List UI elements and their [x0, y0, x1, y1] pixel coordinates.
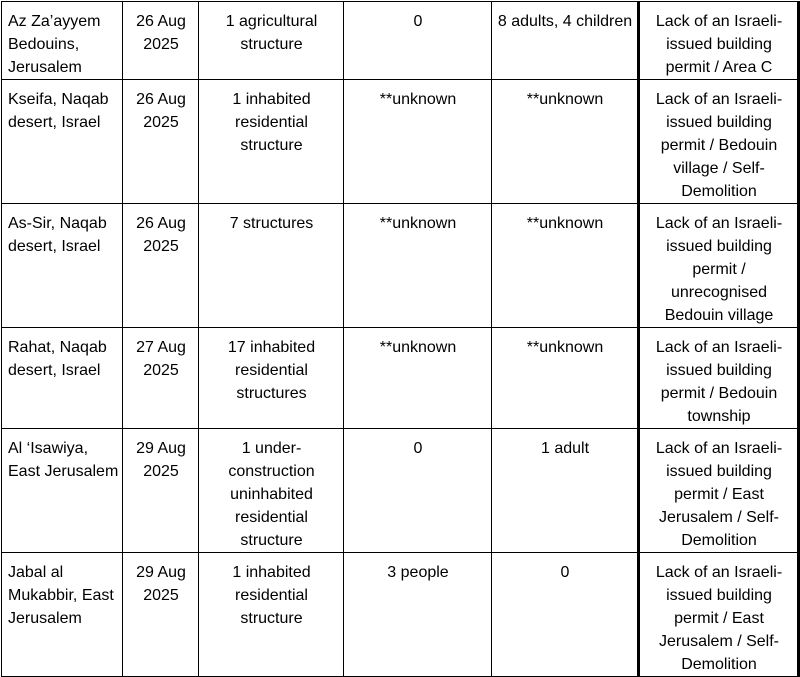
displaced-text: **unknown: [379, 339, 457, 356]
location-cell: [2, 429, 123, 553]
displaced-text: **unknown: [379, 215, 457, 232]
structures-text: 1 agricultural structure: [225, 13, 318, 53]
reason-cell: [639, 429, 799, 553]
location-text: Az Za’ayyem Bedouins, Jerusalem: [8, 13, 101, 76]
structures-text: 7 structures: [229, 215, 314, 232]
date-cell: [123, 429, 199, 553]
location-cell: [2, 204, 123, 328]
date-cell: [123, 2, 199, 80]
reason-text: Lack of an Israeli-issued building permit / unrecognised Bedouin village: [655, 215, 783, 324]
date-text: 26 Aug 2025: [136, 13, 186, 53]
reason-text: Lack of an Israeli-issued building permit / Area C: [655, 13, 783, 76]
structures-cell: [199, 328, 344, 429]
affected-cell: [492, 204, 639, 328]
date-cell: [123, 204, 199, 328]
location-text: Kseifa, Naqab desert, Israel: [8, 91, 109, 131]
structures-text: 1 inhabited residential structure: [232, 91, 311, 154]
displaced-cell: [344, 429, 492, 553]
date-text: 29 Aug 2025: [136, 564, 186, 604]
displaced-text: 3 people: [387, 564, 449, 581]
displaced-cell: [344, 328, 492, 429]
date-text: 27 Aug 2025: [136, 339, 186, 379]
table-row: [2, 429, 799, 553]
structures-text: 17 inhabited residential structures: [227, 339, 316, 402]
affected-cell: [492, 2, 639, 80]
structures-cell: [199, 553, 344, 677]
location-text: Jabal al Mukabbir, East Jerusalem: [8, 564, 114, 627]
structures-cell: [199, 429, 344, 553]
affected-cell: [492, 80, 639, 204]
date-text: 29 Aug 2025: [136, 440, 186, 480]
date-cell: [123, 553, 199, 677]
affected-cell: [492, 328, 639, 429]
structures-cell: [199, 2, 344, 80]
location-cell: [2, 328, 123, 429]
reason-cell: [639, 204, 799, 328]
structures-cell: [199, 204, 344, 328]
reason-text: Lack of an Israeli-issued building permit / Bedouin village / Self-Demolition: [655, 91, 783, 200]
displaced-text: **unknown: [379, 91, 457, 108]
structures-text: 1 inhabited residential structure: [232, 564, 311, 627]
table-row: [2, 2, 799, 80]
structures-text: 1 under-construction uninhabited residential structure: [228, 440, 315, 549]
location-text: Rahat, Naqab desert, Israel: [8, 339, 107, 379]
reason-text: Lack of an Israeli-issued building permit / East Jerusalem / Self-Demolition: [655, 440, 783, 549]
reason-text: Lack of an Israeli-issued building permit / East Jerusalem / Self-Demolition: [655, 564, 783, 673]
table-row: [2, 553, 799, 677]
location-cell: [2, 2, 123, 80]
affected-text: 0: [560, 564, 570, 581]
reason-cell: [639, 328, 799, 429]
displaced-text: 0: [413, 13, 423, 30]
affected-cell: [492, 553, 639, 677]
demolitions-table: [1, 1, 800, 677]
reason-cell: [639, 553, 799, 677]
location-text: Al ‘Isawiya, East Jerusalem: [8, 440, 119, 480]
affected-text: **unknown: [526, 215, 604, 232]
displaced-cell: [344, 553, 492, 677]
table-row: [2, 204, 799, 328]
displaced-text: 0: [413, 440, 423, 457]
reason-text: Lack of an Israeli-issued building permit / Bedouin township: [655, 339, 783, 425]
affected-cell: [492, 429, 639, 553]
displaced-cell: [344, 80, 492, 204]
affected-text: **unknown: [526, 91, 604, 108]
displaced-cell: [344, 2, 492, 80]
location-cell: [2, 553, 123, 677]
table-row: [2, 328, 799, 429]
date-cell: [123, 80, 199, 204]
location-text: As-Sir, Naqab desert, Israel: [8, 215, 107, 255]
reason-cell: [639, 2, 799, 80]
affected-text: 8 adults, 4 children: [497, 13, 633, 30]
affected-text: **unknown: [526, 339, 604, 356]
location-cell: [2, 80, 123, 204]
date-text: 26 Aug 2025: [136, 215, 186, 255]
affected-text: 1 adult: [540, 440, 590, 457]
reason-cell: [639, 80, 799, 204]
date-cell: [123, 328, 199, 429]
table-row: [2, 80, 799, 204]
displaced-cell: [344, 204, 492, 328]
date-text: 26 Aug 2025: [136, 91, 186, 131]
structures-cell: [199, 80, 344, 204]
